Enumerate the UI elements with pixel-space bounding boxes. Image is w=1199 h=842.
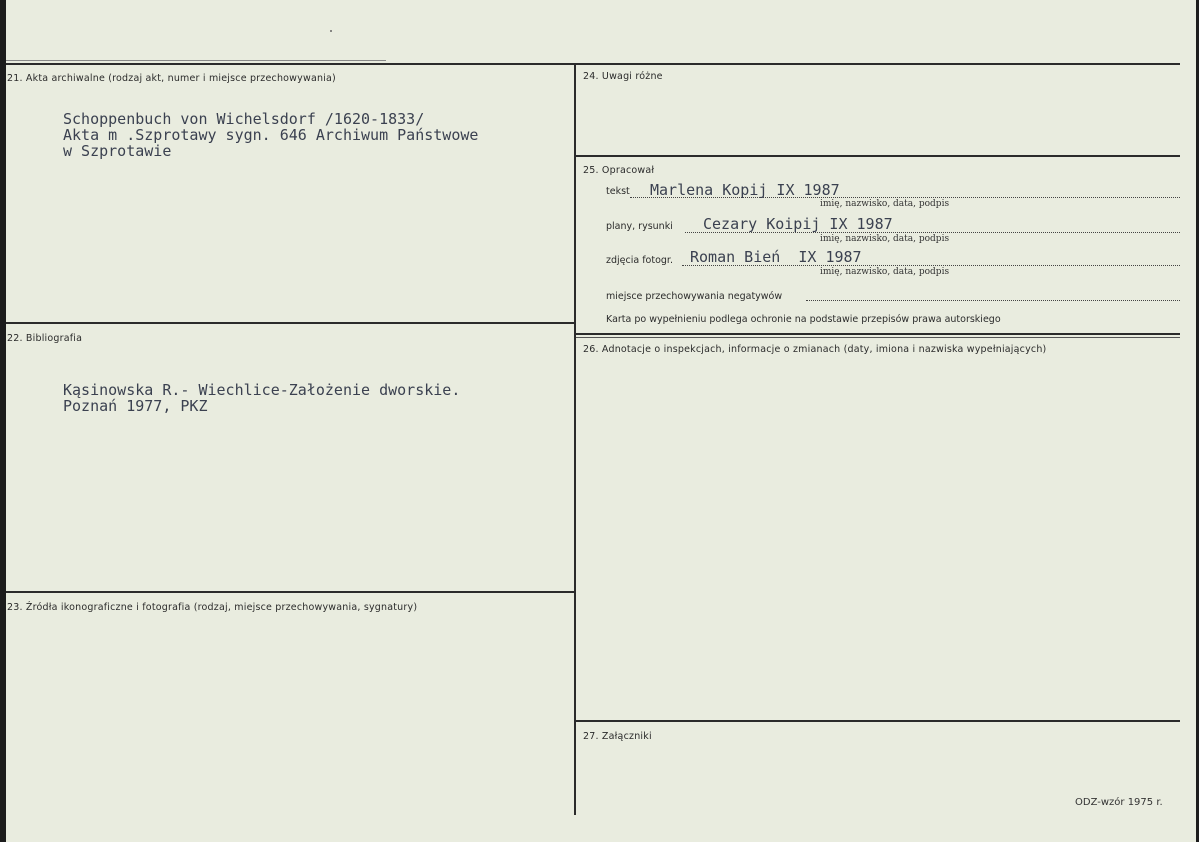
section-24-label: 24. Uwagi różne [583,71,663,82]
section-21-22-rule [6,322,574,324]
section-25-26-rule-inner [576,337,1180,338]
section-23-label: 23. Źródła ikonograficzne i fotografia (rodzaj, miejsce przechowywania, sygnatury) [7,602,418,613]
section-22-line-2: Poznań 1977, PKZ [63,397,208,415]
plany-value: Cezary Koipij IX 1987 [703,215,893,233]
zdjecia-hint: imię, nazwisko, data, podpis [820,267,950,277]
form-id: ODZ-wzór 1975 r. [1075,797,1163,808]
tekst-value: Marlena Kopij IX 1987 [650,181,840,199]
negatywy-label: miejsce przechowywania negatywów [606,291,783,302]
section-21-line-3: w Szprotawie [63,142,172,160]
plany-label: plany, rysunki [606,221,673,232]
paper-speck [330,30,332,32]
negatywy-dotted-line [806,300,1180,301]
section-21-line-1: Schoppenbuch von Wichelsdorf /1620-1833/ [63,110,425,128]
plany-hint: imię, nazwisko, data, podpis [820,234,950,244]
section-21-line-2: Akta m .Szprotawy sygn. 646 Archiwum Państwowe [63,126,479,144]
section-26-27-rule [576,720,1180,722]
section-21-label: 21. Akta archiwalne (rodzaj akt, numer i miejsce przechowywania) [7,73,336,84]
top-rule [6,63,1180,65]
zdjecia-value: Roman Bień IX 1987 [690,248,862,266]
section-22-23-rule [6,591,574,593]
section-25-26-rule [576,333,1180,335]
section-22-label: 22. Bibliografia [7,333,83,344]
section-24-25-rule [576,155,1180,157]
section-27-label: 27. Załączniki [583,731,652,742]
section-22-line-1: Kąsinowska R.- Wiechlice-Założenie dworskie. [63,381,461,399]
column-divider [574,63,576,815]
section-26-label: 26. Adnotacje o inspekcjach, informacje o zmianach (daty, imiona i nazwiska wypełniających) [583,344,1047,355]
copyright-notice: Karta po wypełnieniu podlega ochronie na podstawie przepisów prawa autorskiego [606,314,1001,325]
tekst-hint: imię, nazwisko, data, podpis [820,199,950,209]
tekst-label: tekst [606,186,630,197]
scan-edge-left [0,0,6,842]
zdjecia-label: zdjęcia fotogr. [606,255,673,266]
top-rule-faint [6,60,386,61]
section-25-label: 25. Opracował [583,165,655,176]
